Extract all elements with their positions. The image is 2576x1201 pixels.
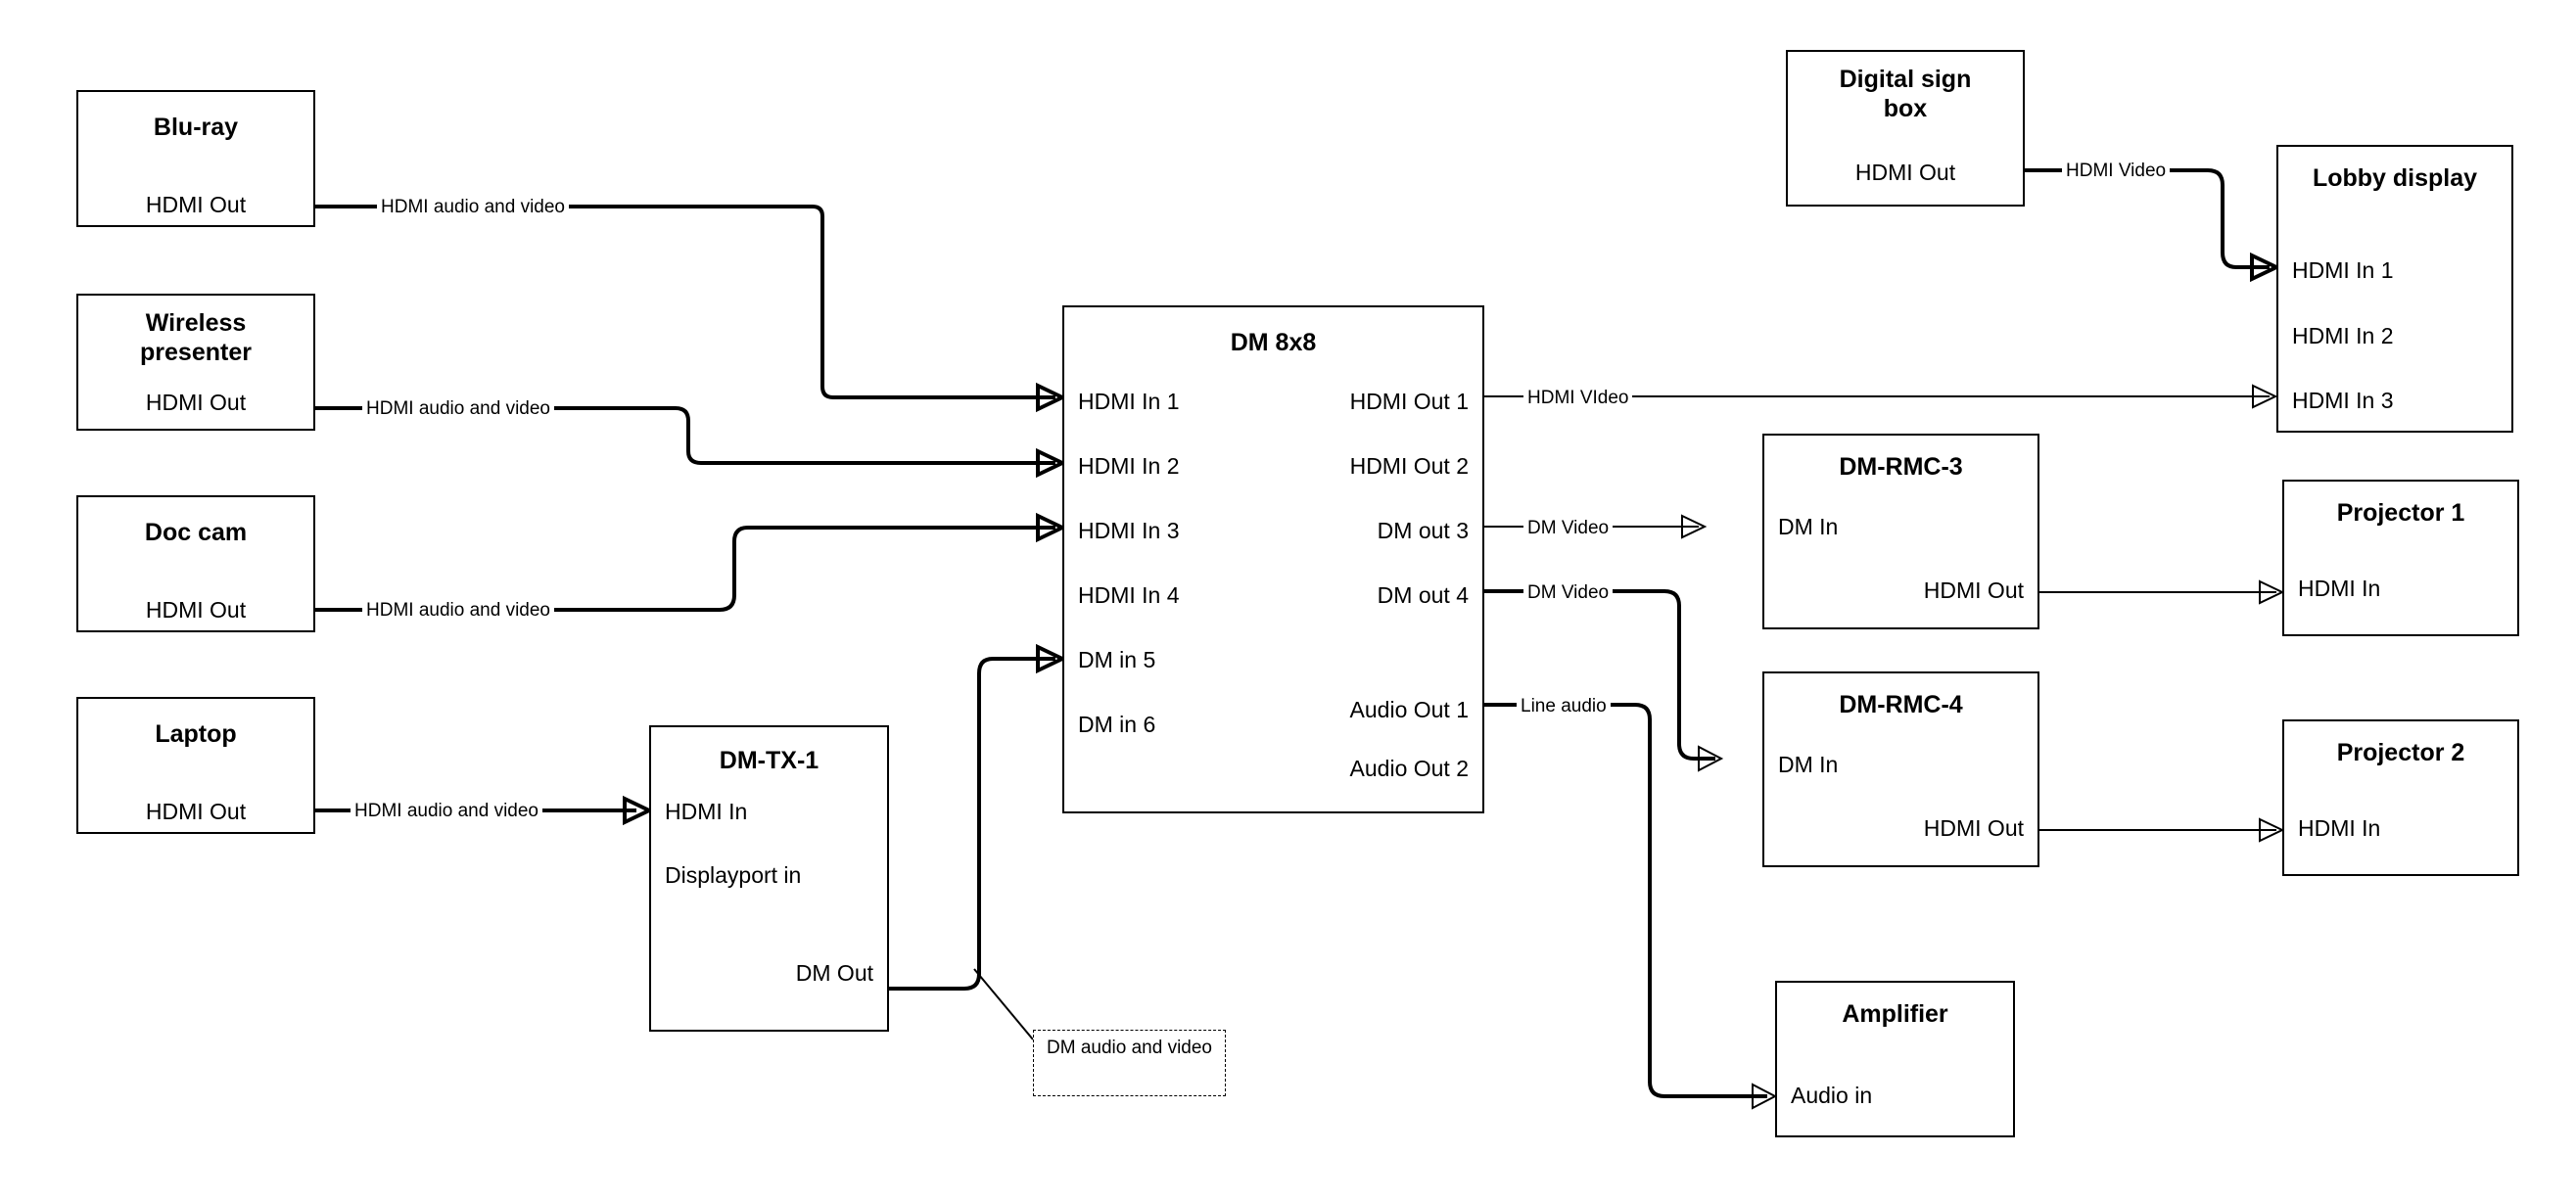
port-audio-out-2: Audio Out 2	[1349, 756, 1469, 781]
edge-label-bluray-to-dm: HDMI audio and video	[377, 196, 569, 219]
node-title: Blu-ray	[153, 114, 239, 141]
node-projector-1[interactable]	[2282, 480, 2519, 636]
port-hdmi-in: HDMI In	[2298, 815, 2381, 841]
edge-label-dm-out1-to-lobby: HDMI VIdeo	[1523, 387, 1632, 410]
node-dm-rmc-4[interactable]	[1762, 671, 2039, 867]
node-dm-rmc-3[interactable]	[1762, 434, 2039, 629]
node-title: Projector 2	[2336, 739, 2465, 766]
node-laptop[interactable]	[76, 697, 315, 834]
node-wireless-presenter[interactable]	[76, 294, 315, 431]
port-audio-in: Audio in	[1791, 1083, 1873, 1108]
node-title: Projector 1	[2336, 499, 2465, 527]
node-title: Laptop	[155, 720, 237, 748]
node-dm-tx-1[interactable]	[649, 725, 889, 1032]
port-dm-in: DM In	[1778, 514, 1839, 539]
node-title: Amplifier	[1842, 1000, 1948, 1028]
port-dm-in-6: DM in 6	[1078, 712, 1156, 737]
port-hdmi-in-3: HDMI In 3	[1078, 518, 1180, 543]
node-amplifier[interactable]	[1775, 981, 2015, 1137]
edge-label-dm-out4-to-rmc4: DM Video	[1523, 581, 1613, 605]
port-hdmi-in-2: HDMI In 2	[1078, 453, 1180, 479]
port-dm-out-3: DM out 3	[1377, 518, 1469, 543]
port-dm-out: DM Out	[795, 960, 873, 986]
node-doc-cam[interactable]	[76, 495, 315, 632]
node-title: Digital sign box	[1839, 66, 1972, 122]
port-hdmi-out: HDMI Out	[1923, 815, 2024, 841]
port-hdmi-out: HDMI Out	[1854, 160, 1956, 185]
edge-label-dm-audio-to-amp: Line audio	[1517, 695, 1611, 718]
port-hdmi-out: HDMI Out	[145, 192, 247, 217]
port-hdmi-out: HDMI Out	[145, 799, 247, 824]
edge-label-dm-out3-to-rmc3: DM Video	[1523, 517, 1613, 540]
port-displayport-in: Displayport in	[665, 862, 802, 888]
port-audio-out-1: Audio Out 1	[1349, 697, 1469, 722]
port-hdmi-in-2: HDMI In 2	[2292, 323, 2394, 348]
node-projector-2[interactable]	[2282, 719, 2519, 876]
port-hdmi-out: HDMI Out	[1923, 577, 2024, 603]
port-hdmi-out-2: HDMI Out 2	[1349, 453, 1469, 479]
port-dm-out-4: DM out 4	[1377, 582, 1469, 608]
edge-label-signbox-to-lobby: HDMI Video	[2062, 160, 2170, 183]
port-hdmi-in-4: HDMI In 4	[1078, 582, 1180, 608]
port-dm-in-5: DM in 5	[1078, 647, 1156, 672]
node-lobby-display[interactable]	[2276, 145, 2513, 433]
node-digital-sign-box[interactable]	[1786, 50, 2025, 207]
node-title: Lobby display	[2312, 164, 2478, 192]
edge-label-wireless-to-dm: HDMI audio and video	[362, 397, 554, 421]
port-hdmi-in: HDMI In	[665, 799, 748, 824]
node-title: DM-TX-1	[719, 747, 820, 774]
node-title: Wireless presenter	[140, 309, 252, 366]
node-title: DM-RMC-3	[1839, 453, 1963, 481]
port-hdmi-out-1: HDMI Out 1	[1349, 389, 1469, 414]
port-hdmi-in-1: HDMI In 1	[2292, 257, 2394, 283]
node-title: Doc cam	[144, 519, 248, 546]
port-dm-in: DM In	[1778, 752, 1839, 777]
edge-label-doccam-to-dm: HDMI audio and video	[362, 599, 554, 623]
port-hdmi-in-1: HDMI In 1	[1078, 389, 1180, 414]
node-bluray[interactable]	[76, 90, 315, 227]
node-title: DM 8x8	[1230, 329, 1317, 356]
port-hdmi-in: HDMI In	[2298, 576, 2381, 601]
node-title: DM-RMC-4	[1839, 691, 1963, 718]
edge-label-laptop-to-tx: HDMI audio and video	[351, 800, 542, 823]
port-hdmi-out: HDMI Out	[145, 390, 247, 415]
note-dm-audio-and-video: DM audio and video	[1033, 1030, 1226, 1096]
node-dm-8x8[interactable]	[1062, 305, 1484, 813]
port-hdmi-in-3: HDMI In 3	[2292, 388, 2394, 413]
port-hdmi-out: HDMI Out	[145, 597, 247, 623]
